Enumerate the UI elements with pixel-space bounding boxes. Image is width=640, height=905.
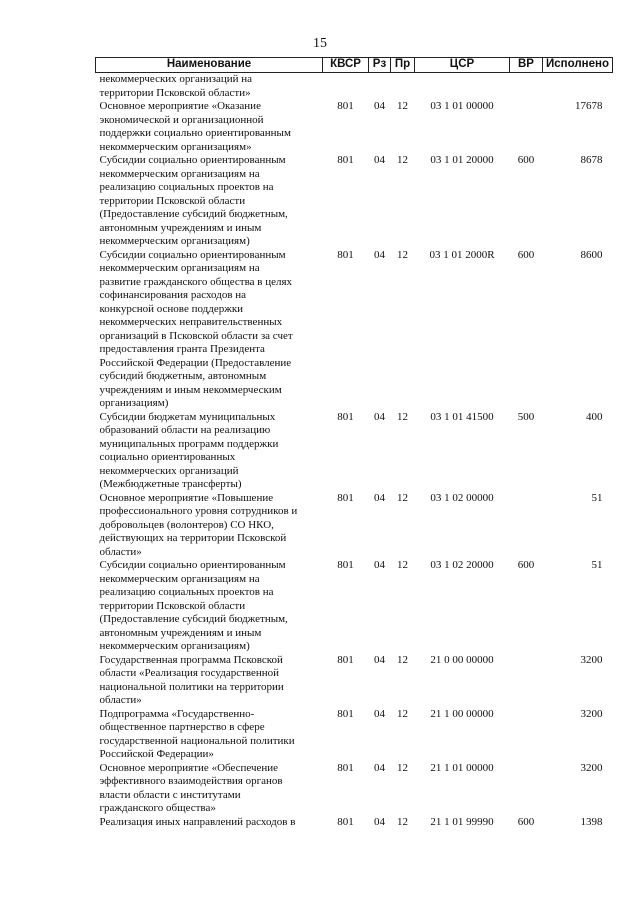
row-rz: 04 (374, 100, 385, 112)
row-name-line: Субсидии социально ориентированным (99, 154, 286, 166)
table-row (96, 708, 613, 762)
row-name (96, 411, 323, 492)
row-csr: 03 1 01 2000R (429, 248, 495, 261)
row-name-line: Субсидии социально ориентированным (99, 559, 286, 571)
row-vr (510, 100, 543, 154)
row-name-line: Основное мероприятие «Повышение (99, 491, 274, 504)
table-row (96, 559, 613, 654)
row-name-line: области» (99, 694, 142, 706)
row-kvsr: 801 (337, 559, 354, 571)
row-name-line: учреждениям и иным некоммерческим (99, 383, 282, 396)
row-rz: 04 (374, 761, 385, 774)
row-name (96, 100, 323, 154)
row-name-line: некоммерческих организаций (99, 464, 239, 477)
row-pr: 12 (397, 410, 408, 423)
row-amount: 8678 (580, 154, 603, 166)
header-amount: Исполнено (543, 58, 613, 73)
row-name-line: государственной национальной политики (99, 734, 295, 747)
row-name-line: некоммерческим организациям на (99, 167, 260, 180)
row-name-line: некоммерческим организациям) (99, 640, 250, 652)
row-amount: 400 (586, 410, 603, 423)
row-name-line: Подпрограмма «Государственно- (99, 707, 255, 720)
row-amount: 1398 (580, 815, 603, 828)
row-name-line: Реализация иных направлений расходов в (99, 815, 296, 828)
row-name-line: автономным учреждениям и иным (99, 221, 262, 234)
row-vr: 600 (517, 815, 535, 828)
row-rz: 04 (374, 815, 385, 828)
header-rz: Рз (369, 58, 391, 73)
table-row (96, 100, 613, 154)
row-rz: 04 (374, 410, 385, 423)
header-vr: ВР (510, 58, 543, 73)
row-csr: 21 1 01 00000 (430, 761, 494, 774)
row-name-line: образований области на реализацию (99, 424, 271, 436)
row-vr (510, 73, 543, 101)
row-vr: 600 (517, 559, 535, 571)
row-name (96, 249, 323, 411)
row-name (96, 654, 323, 708)
row-pr: 12 (397, 248, 408, 261)
row-name-line: Российской Федерации» (99, 748, 214, 760)
row-amount: 51 (591, 491, 603, 504)
row-name-line: некоммерческим организациям» (99, 140, 252, 153)
row-csr: 03 1 02 00000 (430, 491, 494, 504)
row-name-line: (Межбюджетные трансферты) (99, 478, 242, 490)
table-row (96, 762, 613, 816)
row-name-line: развитие гражданского общества в целях (99, 275, 293, 288)
row-pr: 12 (397, 815, 408, 828)
row-name-line: реализацию социальных проектов на (99, 586, 274, 598)
row-kvsr: 801 (337, 248, 354, 261)
row-rz: 04 (374, 248, 385, 261)
row-name-line: муниципальных программ поддержки (99, 437, 279, 450)
row-name-line: Основное мероприятие «Оказание (99, 100, 261, 112)
row-name-line: экономической и организационной (99, 113, 264, 126)
page-number: 15 (313, 36, 327, 51)
row-vr (510, 708, 543, 762)
row-name-line: (Предоставление субсидий бюджетным, (99, 208, 288, 220)
row-name-line: территории Псковской области» (99, 86, 251, 99)
row-kvsr: 801 (337, 761, 354, 774)
row-name (96, 816, 323, 830)
row-kvsr: 801 (337, 815, 354, 828)
row-name-line: национальной политики на территории (99, 680, 284, 693)
table-header-row (96, 58, 613, 73)
row-vr (510, 762, 543, 816)
row-pr: 12 (397, 707, 408, 720)
row-csr: 03 1 01 00000 (430, 100, 494, 112)
row-name (96, 73, 323, 101)
row-pr: 12 (397, 761, 408, 774)
row-name-line: некоммерческим организациям на (99, 572, 260, 585)
row-rz: 04 (374, 559, 385, 571)
row-vr: 600 (517, 248, 535, 261)
row-rz: 04 (374, 491, 385, 504)
row-name-line: области «Реализация государственной (99, 667, 280, 679)
row-name-line: организаций в Псковской области за счет (99, 329, 293, 342)
table-row (96, 654, 613, 708)
row-rz: 04 (374, 707, 385, 720)
row-kvsr (323, 73, 369, 101)
row-name (96, 708, 323, 762)
row-kvsr: 801 (337, 100, 354, 112)
header-pr: Пр (391, 58, 415, 73)
row-csr: 03 1 01 20000 (430, 154, 494, 166)
row-amount: 3200 (580, 653, 603, 666)
row-name-line: эффективного взаимодействия органов (99, 775, 283, 787)
row-name-line: конкурсной основе поддержки (99, 302, 244, 315)
row-csr: 21 0 00 00000 (430, 653, 494, 666)
row-name (96, 559, 323, 654)
row-pr (391, 73, 415, 101)
row-name-line: субсидий бюджетным, автономным (99, 370, 267, 382)
row-amount: 51 (591, 559, 603, 571)
row-name-line: Основное мероприятие «Обеспечение (99, 761, 279, 774)
header-name: Наименование (96, 58, 323, 73)
table-row (96, 816, 613, 830)
row-kvsr: 801 (337, 491, 354, 504)
row-csr: 03 1 02 20000 (430, 559, 494, 571)
row-name (96, 762, 323, 816)
row-kvsr: 801 (337, 707, 354, 720)
row-rz: 04 (374, 154, 385, 166)
row-name-line: общественное партнерство в сфере (99, 721, 265, 733)
table-row (96, 411, 613, 492)
row-name-line: Государственная программа Псковской (99, 653, 283, 666)
budget-table (95, 57, 613, 829)
row-name-line: гражданского общества» (99, 802, 216, 814)
row-csr: 21 1 00 00000 (430, 707, 494, 720)
row-name-line: некоммерческих организаций на (99, 73, 253, 85)
row-name-line: территории Псковской области (99, 194, 246, 207)
row-amount: 17678 (575, 100, 603, 112)
row-csr: 21 1 01 99990 (430, 815, 494, 828)
row-pr: 12 (397, 491, 408, 504)
row-rz (369, 73, 391, 101)
row-name-line: Субсидии бюджетам муниципальных (99, 410, 276, 423)
row-vr (510, 654, 543, 708)
row-name-line: софинансирования расходов на (99, 289, 247, 301)
row-name (96, 154, 323, 249)
row-amount: 3200 (580, 761, 603, 774)
row-amount (543, 73, 613, 101)
row-name-line: поддержки социально ориентированным (99, 127, 291, 139)
row-amount: 3200 (580, 707, 603, 720)
row-name-line: профессионального уровня сотрудников и (99, 505, 298, 517)
row-vr (510, 492, 543, 560)
table-row (96, 249, 613, 411)
row-amount: 8600 (580, 248, 603, 261)
row-name-line: некоммерческим организациям на (99, 262, 260, 274)
row-name-line: социально ориентированных (99, 451, 236, 463)
row-name-line: добровольцев (волонтеров) СО НКО, (99, 518, 274, 531)
row-vr: 600 (517, 154, 535, 166)
row-name-line: территории Псковской области (99, 599, 246, 612)
row-name-line: организациям) (99, 397, 169, 409)
row-kvsr: 801 (337, 154, 354, 166)
row-name-line: области» (99, 545, 142, 558)
row-pr: 12 (397, 559, 408, 571)
row-name-line: некоммерческим организациям) (99, 235, 250, 247)
row-pr: 12 (397, 154, 408, 166)
row-name-line: некоммерческих неправительственных (99, 316, 283, 328)
row-name-line: Субсидии социально ориентированным (99, 248, 286, 261)
row-csr (415, 73, 510, 101)
row-name-line: (Предоставление субсидий бюджетным, (99, 613, 288, 625)
row-name-line: Российской Федерации (Предоставление (99, 356, 292, 369)
row-name (96, 492, 323, 560)
table-row (96, 73, 613, 101)
row-name-line: реализацию социальных проектов на (99, 181, 274, 193)
row-name-line: власти области с институтами (99, 788, 241, 801)
row-csr: 03 1 01 41500 (430, 410, 494, 423)
row-pr: 12 (397, 653, 408, 666)
row-name-line: предоставления гранта Президента (99, 343, 265, 355)
row-pr: 12 (397, 100, 408, 112)
header-kvsr: КВСР (323, 58, 369, 73)
row-rz: 04 (374, 653, 385, 666)
table-row (96, 492, 613, 560)
row-kvsr: 801 (337, 410, 354, 423)
table-row (96, 154, 613, 249)
header-csr: ЦСР (415, 58, 510, 73)
row-name-line: автономным учреждениям и иным (99, 626, 262, 639)
row-vr: 500 (517, 410, 535, 423)
row-name-line: действующих на территории Псковской (99, 532, 287, 544)
row-kvsr: 801 (337, 653, 354, 666)
